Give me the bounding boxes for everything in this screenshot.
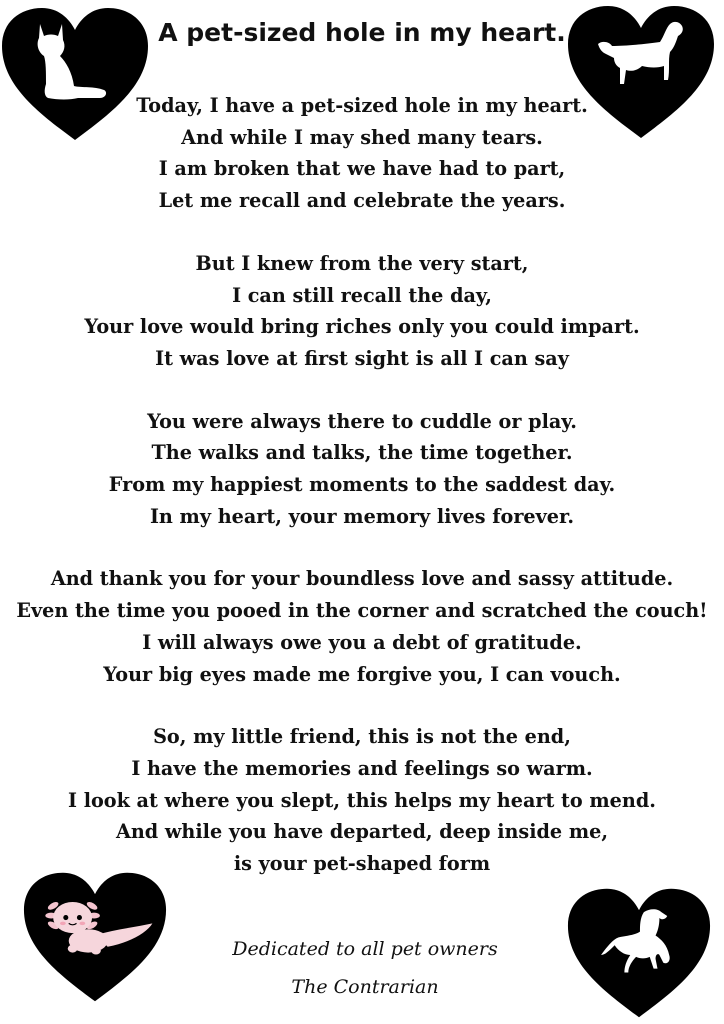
poem-line: And while I may shed many tears. xyxy=(181,125,543,149)
poem xyxy=(0,90,724,911)
poem-line: And thank you for your boundless love and sassy attitude. xyxy=(50,567,674,591)
poem-line: The walks and talks, the time together. xyxy=(151,441,573,465)
stanza-1 xyxy=(0,90,724,217)
stanza-5 xyxy=(0,721,724,880)
poem-line: Even the time you pooed in the corner and scratched the couch! xyxy=(16,599,708,623)
stanza-3 xyxy=(0,406,724,533)
poem-line: I have the memories and feelings so warm. xyxy=(131,756,593,780)
poem-line: Your big eyes made me forgive you, I can vouch. xyxy=(103,662,621,686)
poem-line: I will always owe you a debt of gratitude. xyxy=(142,630,582,654)
stanza-2 xyxy=(0,248,724,375)
poem-line: I am broken that we have had to part, xyxy=(158,157,566,181)
poem-line: Today, I have a pet-sized hole in my heart. xyxy=(136,94,588,117)
page-title: A pet-sized hole in my heart. xyxy=(158,18,566,47)
dedication-text: Dedicated to all pet owners xyxy=(232,938,498,960)
stanza-4 xyxy=(0,563,724,690)
poem-line: And while you have departed, deep inside me, xyxy=(115,820,609,844)
poem-line: Your love would bring riches only you could impart. xyxy=(84,315,640,339)
poem-line: Let me recall and celebrate the years. xyxy=(158,189,566,213)
dedication xyxy=(170,930,560,1006)
author-name: The Contrarian xyxy=(291,976,439,998)
poem-line: It was love at first sight is all I can say xyxy=(155,346,569,370)
poem-line: I can still recall the day, xyxy=(232,283,492,307)
poem-line: is your pet-shaped form xyxy=(233,852,491,876)
heart-horse-icon xyxy=(566,886,712,1020)
poem-line: So, my little friend, this is not the end, xyxy=(153,725,571,749)
poem-line: You were always there to cuddle or play. xyxy=(147,409,577,433)
poem-line: From my happiest moments to the saddest day. xyxy=(108,473,616,497)
poem-line: In my heart, your memory lives forever. xyxy=(149,504,575,528)
poem-line: I look at where you slept, this helps my heart to mend. xyxy=(68,788,656,812)
poem-line: But I knew from the very start, xyxy=(195,251,529,275)
heart-axolotl-icon xyxy=(22,870,168,1004)
